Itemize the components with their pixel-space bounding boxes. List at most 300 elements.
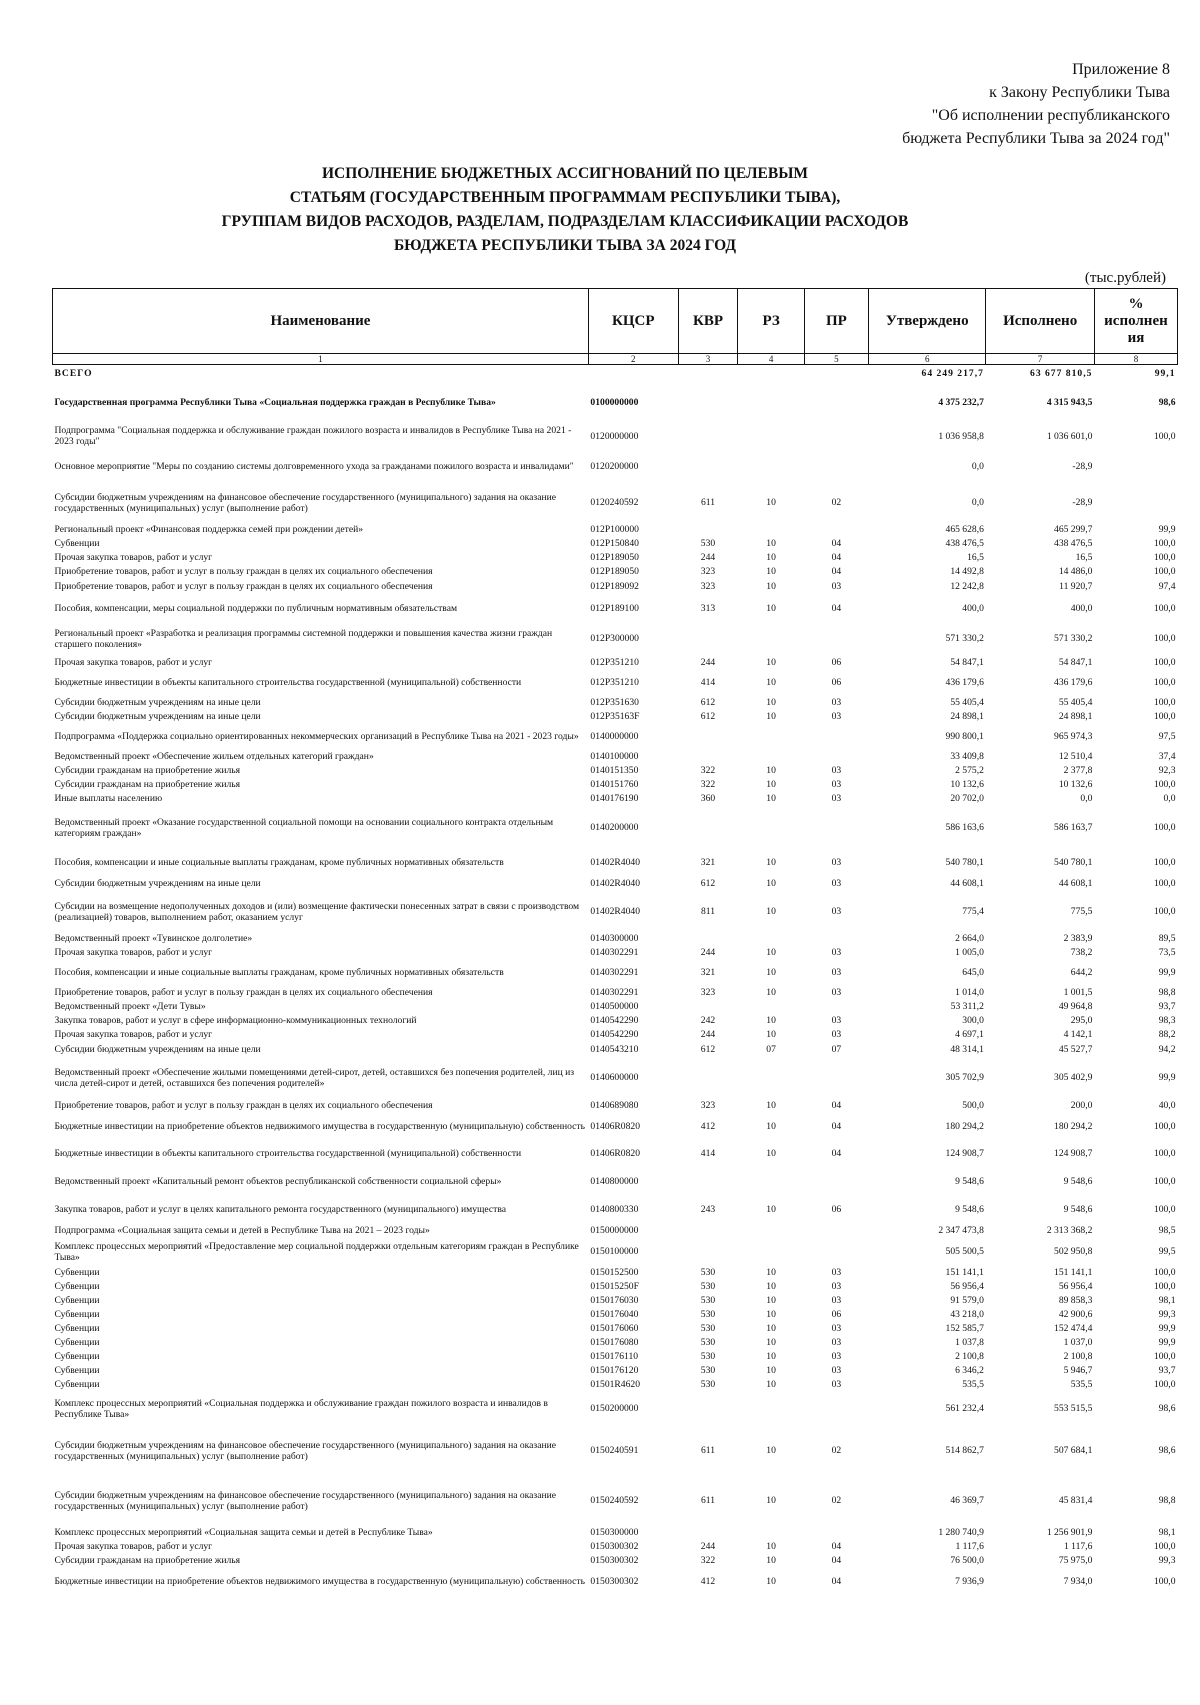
cell-approved: 151 141,1: [945, 1267, 984, 1278]
cell-kcsr: 0150152500: [590, 1267, 639, 1278]
cell-percent: 100,0: [1153, 538, 1176, 549]
cell-executed: 400,0: [1070, 603, 1093, 614]
cell-rz: 10: [766, 947, 776, 958]
cell-kvr: 244: [700, 1541, 716, 1552]
cell-executed: 2 100,8: [1063, 1351, 1093, 1362]
cell-executed: 0,0: [1080, 793, 1093, 804]
cell-rz: [738, 623, 804, 655]
cell-percent: 0,0: [1163, 793, 1176, 804]
cell-percent: 98,6: [1158, 1445, 1176, 1456]
cell-kvr: 244: [700, 552, 716, 563]
cell-pr: 03: [831, 1295, 842, 1306]
column-number: 1: [53, 354, 589, 365]
table-row: [53, 750, 1178, 764]
cell-percent: 100,0: [1153, 1148, 1176, 1159]
cell-name: Приобретение товаров, работ и услуг в пользу граждан в целях их социального обеспечения: [54, 581, 433, 592]
cell-rz: 10: [766, 1323, 776, 1334]
cell-rz: 10: [766, 697, 776, 708]
cell-kvr: [678, 750, 738, 764]
cell-percent: 100,0: [1153, 857, 1176, 868]
cell-kvr: [678, 383, 738, 423]
cell-name: Региональный проект «Разработка и реализация программы системной поддержки и повышения качества жизни граждан старшего поколения»: [54, 627, 553, 650]
cell-approved: 2 575,2: [955, 765, 984, 776]
table-row: [53, 450, 1178, 484]
table-row: [53, 1168, 1178, 1196]
cell-name: Субсидии бюджетным учреждениям на иные цели: [54, 711, 261, 722]
cell-kcsr: 0120240592: [590, 497, 639, 508]
cell-kcsr: 012P189050: [590, 566, 639, 577]
cell-name: Бюджетные инвестиции на приобретение объектов недвижимого имущества в государственную (муниципальную) собственность: [54, 1576, 585, 1587]
cell-rz: 10: [766, 1148, 776, 1159]
cell-rz: 10: [766, 1267, 776, 1278]
cell-kcsr: 0150200000: [590, 1403, 639, 1414]
cell-executed: 4 142,1: [1063, 1029, 1093, 1040]
cell-name: Государственная программа Республики Тыва «Социальная поддержка граждан в Республике Тыва»: [54, 397, 496, 408]
cell-kvr: 322: [700, 1555, 716, 1566]
cell-rz: 10: [766, 765, 776, 776]
cell-rz: [738, 450, 804, 484]
cell-rz: [738, 383, 804, 423]
cell-kcsr: 01501R4620: [590, 1379, 640, 1390]
cell-pr: 04: [831, 603, 842, 614]
table-row: [53, 1028, 1178, 1042]
cell-approved: 586 163,6: [945, 822, 984, 833]
title-line: СТАТЬЯМ (ГОСУДАРСТВЕННЫМ ПРОГРАММАМ РЕСПУБЛИКИ ТЫВА),: [289, 189, 841, 206]
table-row: [53, 1098, 1178, 1114]
cell-executed: 180 294,2: [1054, 1121, 1093, 1132]
table-row: [53, 1308, 1178, 1322]
cell-kvr: 811: [700, 906, 716, 917]
cell-name: Закупка товаров, работ и услуг в сфере информационно-коммуникационных технологий: [54, 1015, 417, 1026]
cell-kcsr: 0140543210: [590, 1044, 639, 1055]
cell-approved: 14 492,8: [950, 566, 984, 577]
cell-pr: [804, 724, 868, 750]
cell-name: Субсидии бюджетным учреждениям на финансовое обеспечение государственного (муниципального) задания на оказание государственных (муниципальных) услуг (выполнение работ): [54, 1489, 557, 1512]
cell-executed: 9 548,6: [1063, 1204, 1093, 1215]
cell-executed: 5 946,7: [1063, 1365, 1093, 1376]
cell-pr: [804, 450, 868, 484]
cell-kcsr: 012P35163F: [590, 711, 640, 722]
cell-kcsr: 0140542290: [590, 1029, 639, 1040]
cell-rz: 10: [766, 1337, 776, 1348]
cell-pr: 03: [831, 793, 842, 804]
table-row: [53, 1476, 1178, 1526]
cell-percent: 93,7: [1158, 1365, 1176, 1376]
cell-kcsr: 0150100000: [590, 1246, 639, 1257]
cell-percent: 99,9: [1158, 1323, 1176, 1334]
cell-kvr: 530: [700, 1281, 716, 1292]
cell-name: Иные выплаты населению: [54, 793, 163, 804]
cell-name: Бюджетные инвестиции на приобретение объектов недвижимого имущества в государственную (муниципальную) собственность: [54, 1121, 585, 1132]
cell-kvr: 530: [700, 1323, 716, 1334]
cell-rz: 10: [766, 1495, 776, 1506]
cell-kvr: [678, 365, 738, 383]
cell-percent: 99,9: [1158, 1072, 1176, 1083]
cell-name: Ведомственный проект «Тувинское долголетие»: [54, 933, 253, 944]
cell-kvr: 322: [700, 779, 716, 790]
cell-rz: 10: [766, 677, 776, 688]
cell-approved: 438 476,5: [945, 538, 984, 549]
cell-executed: 45 831,4: [1058, 1495, 1093, 1506]
table-row: [53, 522, 1178, 537]
table-body: [53, 365, 1178, 1596]
appendix-block: [902, 58, 1170, 150]
cell-approved: 1 036 958,8: [938, 430, 984, 442]
table-row: [53, 1378, 1178, 1392]
cell-name: Субсидии бюджетным учреждениям на иные цели: [54, 697, 261, 708]
cell-percent: 100,0: [1153, 878, 1176, 889]
cell-pr: [804, 750, 868, 764]
cell-kvr: 611: [700, 1445, 716, 1456]
cell-executed: 775,5: [1070, 906, 1093, 917]
cell-approved: 436 179,6: [945, 677, 984, 688]
cell-name: Прочая закупка товаров, работ и услуг: [54, 1029, 213, 1040]
cell-executed: 49 964,8: [1058, 1001, 1093, 1012]
cell-kvr: 530: [700, 1309, 716, 1320]
cell-name: Прочая закупка товаров, работ и услуг: [54, 552, 213, 563]
table-row: [53, 1266, 1178, 1280]
cell-name: Субвенции: [54, 1295, 100, 1306]
cell-approved: 540 780,1: [945, 857, 984, 868]
table-row: [53, 1000, 1178, 1014]
cell-kcsr: 0140302291: [590, 987, 639, 998]
cell-kcsr: 01402R4040: [590, 857, 640, 868]
cell-percent: 100,0: [1153, 1576, 1176, 1587]
cell-percent: 100,0: [1153, 1176, 1176, 1187]
cell-approved: 300,0: [962, 1015, 984, 1026]
cell-rz: [738, 1392, 804, 1426]
table-row: [53, 484, 1178, 522]
table-row: [53, 1042, 1178, 1058]
cell-executed: 295,0: [1070, 1015, 1093, 1026]
cell-rz: 10: [766, 1445, 776, 1456]
cell-pr: 04: [831, 566, 842, 577]
cell-name: Подпрограмма «Поддержка социально ориентированных некоммерческих организаций в Республике Тыва на 2021 - 2023 годы»: [54, 731, 579, 742]
table-row: [53, 876, 1178, 892]
cell-pr: 07: [831, 1044, 842, 1055]
cell-percent: 100,0: [1153, 552, 1176, 563]
cell-kcsr: 0120200000: [590, 461, 639, 472]
table-row: [53, 1392, 1178, 1426]
table-row: [53, 806, 1178, 850]
cell-kcsr: 0150176080: [590, 1337, 639, 1348]
cell-executed: 14 486,0: [1058, 566, 1093, 577]
cell-kcsr: 0150176060: [590, 1323, 639, 1334]
header-rz: РЗ: [738, 289, 804, 354]
cell-rz: 10: [766, 1576, 776, 1587]
cell-name: Основное мероприятие "Меры по созданию системы долговременного ухода за гражданами пожилого возраста и инвалидами": [54, 461, 574, 472]
title-line: БЮДЖЕТА РЕСПУБЛИКИ ТЫВА ЗА 2024 ГОД: [393, 237, 737, 254]
table-row: [53, 1322, 1178, 1336]
table-row: [53, 623, 1178, 655]
column-number: 4: [738, 354, 804, 365]
cell-name: Субвенции: [54, 1309, 100, 1320]
cell-percent: 98,6: [1158, 1403, 1176, 1414]
cell-executed: 9 548,6: [1063, 1176, 1093, 1187]
cell-pr: 03: [831, 987, 842, 998]
cell-name: Субсидии бюджетным учреждениям на иные цели: [54, 1044, 261, 1055]
cell-approved: 152 585,7: [945, 1323, 984, 1334]
cell-kcsr: 0140600000: [590, 1072, 639, 1083]
cell-kvr: [678, 1392, 738, 1426]
cell-kcsr: 012P150840: [590, 538, 639, 549]
cell-executed: 54 847,1: [1058, 656, 1093, 668]
cell-percent: 100,0: [1153, 822, 1176, 833]
cell-kvr: 412: [700, 1576, 716, 1587]
appendix-line: "Об исполнении республиканского: [931, 107, 1170, 124]
cell-kcsr: 0120000000: [590, 430, 639, 442]
cell-rz: 10: [766, 793, 776, 804]
cell-rz: 10: [766, 878, 776, 889]
table-row: [53, 1426, 1178, 1476]
cell-percent: 99,9: [1158, 1337, 1176, 1348]
cell-pr: 03: [831, 1365, 842, 1376]
cell-pr: 04: [831, 1121, 842, 1132]
cell-pr: [804, 423, 868, 450]
cell-pr: [804, 1168, 868, 1196]
cell-executed: 4 315 943,5: [1046, 397, 1093, 408]
cell-rz: [738, 365, 804, 383]
cell-kvr: 414: [700, 1148, 716, 1159]
cell-percent: 93,7: [1158, 1001, 1176, 1012]
document-title: [0, 162, 1130, 258]
cell-kcsr: 0140100000: [590, 751, 639, 762]
cell-pr: [804, 1058, 868, 1098]
cell-pr: 02: [831, 1445, 842, 1456]
cell-name: Приобретение товаров, работ и услуг в пользу граждан в целях их социального обеспечения: [54, 987, 433, 998]
cell-name: Пособия, компенсации и иные социальные выплаты гражданам, кроме публичных нормативных обязательств: [54, 857, 504, 868]
cell-name: Субсидии гражданам на приобретение жилья: [54, 1555, 241, 1566]
cell-name: Субвенции: [54, 1365, 100, 1376]
cell-percent: 100,0: [1153, 656, 1176, 668]
cell-approved: 465 628,6: [945, 523, 984, 535]
cell-name: Ведомственный проект «Дети Тувы»: [54, 1001, 206, 1012]
cell-executed: 436 179,6: [1054, 677, 1093, 688]
cell-rz: [738, 522, 804, 537]
cell-pr: [804, 1392, 868, 1426]
cell-percent: 98,8: [1158, 1495, 1176, 1506]
cell-kvr: 323: [700, 1100, 716, 1111]
cell-kcsr: 0150300302: [590, 1576, 639, 1587]
cell-executed: 644,2: [1070, 967, 1093, 978]
cell-percent: 100,0: [1153, 697, 1176, 708]
cell-approved: 6 346,2: [955, 1365, 984, 1376]
cell-name: Субвенции: [54, 1351, 100, 1362]
header-kvr: КВР: [678, 289, 738, 354]
cell-percent: 37,4: [1158, 751, 1176, 762]
cell-percent: 89,5: [1158, 933, 1176, 944]
cell-kvr: 612: [700, 878, 716, 889]
cell-rz: 10: [766, 1015, 776, 1026]
cell-kcsr: 0150300302: [590, 1555, 639, 1566]
cell-pr: [804, 1000, 868, 1014]
cell-percent: 100,0: [1153, 603, 1176, 614]
cell-kcsr: 0140800330: [590, 1204, 639, 1215]
cell-kvr: 530: [700, 1379, 716, 1390]
cell-kvr: 612: [700, 1044, 716, 1055]
cell-percent: 97,5: [1158, 731, 1176, 742]
appendix-line: бюджета Республики Тыва за 2024 год": [902, 130, 1170, 147]
cell-rz: 10: [766, 603, 776, 614]
cell-kvr: 243: [700, 1204, 716, 1215]
table-row: [53, 1554, 1178, 1568]
cell-rz: [738, 1000, 804, 1014]
cell-rz: 10: [766, 566, 776, 577]
table-row: [53, 1526, 1178, 1540]
cell-kvr: [678, 1058, 738, 1098]
cell-name: Комплекс процессных мероприятий «Социальная поддержка и обслуживание граждан пожилого возраста и инвалидов в Республике Тыва»: [54, 1397, 548, 1420]
header-pr: ПР: [804, 289, 868, 354]
cell-rz: 10: [766, 857, 776, 868]
header-percent: % исполнен ия: [1094, 289, 1177, 354]
cell-executed: 42 900,6: [1058, 1309, 1093, 1320]
cell-approved: 775,4: [962, 906, 984, 917]
cell-pr: [804, 932, 868, 946]
table-row: [53, 1568, 1178, 1596]
cell-kcsr: 0150000000: [590, 1225, 639, 1236]
cell-percent: 100,0: [1153, 906, 1176, 917]
cell-approved: 180 294,2: [945, 1121, 984, 1132]
cell-percent: 100,0: [1153, 633, 1176, 644]
cell-rz: 10: [766, 1555, 776, 1566]
cell-pr: 03: [831, 947, 842, 958]
cell-kcsr: 0150240592: [590, 1495, 639, 1506]
cell-name: Субвенции: [54, 1323, 100, 1334]
cell-approved: 561 232,4: [945, 1403, 984, 1414]
cell-kcsr: 0100000000: [590, 397, 639, 408]
cell-kvr: [678, 932, 738, 946]
cell-kvr: 530: [700, 1295, 716, 1306]
cell-kvr: 611: [700, 497, 716, 508]
cell-kvr: [678, 1526, 738, 1540]
cell-executed: 11 920,7: [1059, 581, 1093, 592]
cell-pr: 06: [831, 1204, 842, 1215]
cell-approved: 645,0: [962, 967, 984, 978]
cell-approved: 571 330,2: [945, 633, 984, 644]
cell-approved: 10 132,6: [950, 779, 984, 790]
table-row: [53, 423, 1178, 450]
cell-name: Приобретение товаров, работ и услуг в пользу граждан в целях их социального обеспечения: [54, 1100, 433, 1111]
table-row: [53, 850, 1178, 876]
cell-executed: 55 405,4: [1058, 697, 1093, 708]
cell-name: Ведомственный проект «Обеспечение жилыми помещениями детей-сирот, детей, оставшихся без попечения родителей, лиц из числа детей-сирот и детей, оставшихся без попечения родителей»: [54, 1066, 575, 1089]
cell-percent: [1094, 484, 1177, 522]
table-row: [53, 365, 1178, 383]
cell-approved: 9 548,6: [955, 1176, 984, 1187]
cell-rz: 10: [766, 711, 776, 722]
cell-pr: [804, 383, 868, 423]
cell-approved: 1 117,6: [955, 1541, 984, 1552]
table-row: [53, 932, 1178, 946]
cell-approved: 43 218,0: [950, 1309, 984, 1320]
cell-executed: 151 141,1: [1054, 1267, 1093, 1278]
table-row: [53, 551, 1178, 565]
cell-approved: 91 579,0: [950, 1295, 984, 1306]
cell-name: Субсидии гражданам на приобретение жилья: [54, 779, 241, 790]
cell-kcsr: 01406R0820: [590, 1121, 640, 1132]
cell-percent: 98,8: [1158, 987, 1176, 998]
cell-rz: [738, 1168, 804, 1196]
cell-name: Субвенции: [54, 1337, 100, 1348]
cell-percent: 73,5: [1158, 947, 1176, 958]
cell-executed: 553 515,5: [1054, 1403, 1093, 1414]
cell-pr: 06: [831, 677, 842, 688]
cell-pr: 03: [831, 1267, 842, 1278]
cell-kvr: [678, 1168, 738, 1196]
cell-rz: [738, 1058, 804, 1098]
cell-name: Субвенции: [54, 538, 100, 549]
table-row: [53, 1238, 1178, 1266]
cell-kcsr: 0140200000: [590, 822, 639, 833]
table-row: [53, 595, 1178, 623]
cell-kvr: 323: [700, 566, 716, 577]
cell-approved: 124 908,7: [945, 1148, 984, 1159]
table-row: [53, 1350, 1178, 1364]
cell-percent: 98,3: [1158, 1015, 1176, 1026]
cell-percent: 100,0: [1153, 1351, 1176, 1362]
cell-name: Пособия, компенсации, меры социальной поддержки по публичным нормативным обязательствам: [54, 603, 458, 614]
cell-rz: 10: [766, 906, 776, 917]
cell-rz: 10: [766, 1379, 776, 1390]
cell-pr: 03: [831, 1029, 842, 1040]
cell-kvr: [678, 423, 738, 450]
cell-rz: 10: [766, 987, 776, 998]
table-row: [53, 1140, 1178, 1168]
cell-kcsr: 012P351630: [590, 697, 639, 708]
cell-rz: 10: [766, 1100, 776, 1111]
cell-kcsr: 0150300000: [590, 1527, 639, 1538]
cell-pr: 03: [831, 581, 842, 592]
cell-name: Прочая закупка товаров, работ и услуг: [54, 1541, 213, 1552]
cell-approved: 505 500,5: [945, 1246, 984, 1257]
cell-kcsr: 0140800000: [590, 1176, 639, 1187]
cell-pr: 03: [831, 967, 842, 978]
cell-pr: 03: [831, 765, 842, 776]
cell-executed: 535,5: [1070, 1379, 1093, 1390]
cell-executed: 1 117,6: [1063, 1541, 1093, 1552]
cell-executed: 2 313 368,2: [1046, 1225, 1093, 1236]
cell-kcsr: 012P351210: [590, 677, 639, 688]
cell-executed: 540 780,1: [1054, 857, 1093, 868]
cell-kcsr: 01402R4040: [590, 906, 640, 917]
cell-rz: 10: [766, 1541, 776, 1552]
header-approved: Утверждено: [869, 289, 986, 354]
cell-percent: 100,0: [1153, 711, 1176, 722]
cell-name: Комплекс процессных мероприятий «Социальная защита семьи и детей в Республике Тыва»: [54, 1527, 433, 1538]
cell-kvr: [678, 1238, 738, 1266]
cell-executed: 738,2: [1070, 947, 1093, 958]
cell-executed: 89 858,3: [1058, 1295, 1093, 1306]
cell-pr: [804, 806, 868, 850]
table-row: [53, 1336, 1178, 1350]
cell-name: Ведомственный проект «Оказание государственной социальной помощи на основании социального контракта отдельным категориям граждан»: [54, 816, 554, 839]
cell-pr: 04: [831, 1576, 842, 1587]
cell-kcsr: 01406R0820: [590, 1148, 640, 1159]
cell-kcsr: 012P300000: [590, 633, 639, 644]
cell-approved: 76 500,0: [950, 1555, 984, 1566]
cell-kcsr: 012P189092: [590, 581, 639, 592]
cell-executed: 200,0: [1070, 1100, 1093, 1111]
cell-rz: 07: [766, 1044, 776, 1055]
cell-kvr: [678, 522, 738, 537]
cell-pr: [804, 1238, 868, 1266]
cell-percent: 100,0: [1153, 566, 1176, 577]
cell-kvr: 414: [700, 677, 716, 688]
cell-rz: 10: [766, 497, 776, 508]
cell-pr: 03: [831, 1281, 842, 1292]
cell-executed: -28,9: [1072, 497, 1093, 508]
cell-executed: 586 163,7: [1054, 822, 1093, 833]
